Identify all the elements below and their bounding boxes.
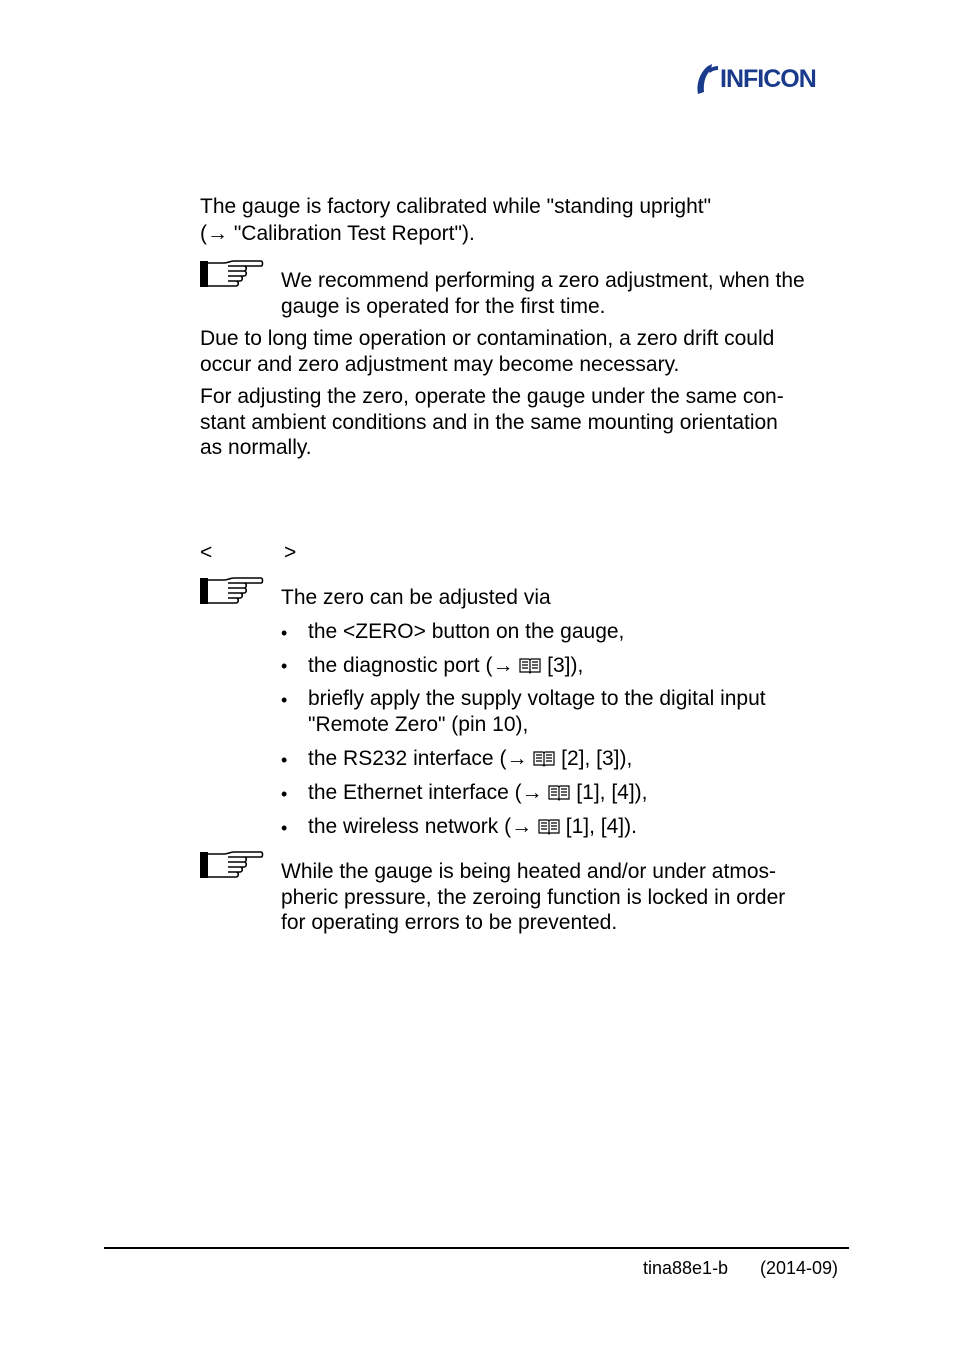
note-3-line-2: pheric pressure, the zeroing function is locked in order	[281, 886, 786, 909]
paren: (	[200, 222, 207, 245]
list-item-ref: [2], [3]),	[555, 747, 633, 770]
list-item	[308, 780, 648, 806]
calibration-line-1: The gauge is factory calibrated while "standing upright"	[200, 195, 712, 218]
bullet: •	[281, 623, 288, 643]
book-icon	[548, 783, 570, 801]
book-icon	[533, 749, 555, 767]
list-item-text: the diagnostic port (	[308, 654, 493, 677]
list-item	[308, 746, 632, 772]
calibration-line-2	[200, 221, 475, 247]
note-2-intro: The zero can be adjusted via	[281, 586, 551, 609]
bullet: •	[281, 690, 288, 710]
footer-date: (2014-09)	[760, 1258, 839, 1278]
pointing-hand-icon	[198, 575, 264, 609]
adjusting-line-1: For adjusting the zero, operate the gauge under the same con-	[200, 385, 784, 408]
list-item: the <ZERO> button on the gauge,	[308, 620, 625, 643]
list-item-text: the Ethernet interface (	[308, 781, 522, 804]
arrow-icon: →	[506, 747, 528, 770]
button-label-close: >	[284, 541, 297, 564]
footer-doc-id: tina88e1-b	[643, 1258, 729, 1278]
list-item-ref: [3]),	[541, 654, 584, 677]
book-icon	[519, 656, 541, 674]
drift-line-1: Due to long time operation or contamination, a zero drift could	[200, 327, 775, 350]
list-item-ref: [1], [4]).	[559, 815, 637, 838]
bullet: •	[281, 656, 288, 676]
inficon-logo-text: INFICON	[720, 65, 816, 93]
arrow-icon: →	[511, 815, 533, 838]
list-item-line-1: briefly apply the supply voltage to the digital input	[308, 687, 766, 710]
list-item-line-2: "Remote Zero" (pin 10),	[308, 713, 529, 736]
adjusting-line-3: as normally.	[200, 436, 312, 459]
drift-line-2: occur and zero adjustment may become necessary.	[200, 353, 680, 376]
bullet: •	[281, 784, 288, 804]
book-icon	[538, 817, 560, 835]
note-1-line-1: We recommend performing a zero adjustment, when the	[281, 269, 805, 292]
adjusting-line-2: stant ambient conditions and in the same mounting orientation	[200, 411, 778, 434]
list-item-ref: [1], [4]),	[570, 781, 648, 804]
arrow-icon: →	[207, 222, 228, 245]
inficon-logo	[694, 62, 846, 96]
arrow-icon: →	[521, 781, 543, 804]
note-3-line-3: for operating errors to be prevented.	[281, 911, 618, 934]
note-3-line-1: While the gauge is being heated and/or under atmos-	[281, 860, 776, 883]
bullet: •	[281, 750, 288, 770]
pointing-hand-icon	[198, 849, 264, 883]
pointing-hand-icon	[198, 258, 264, 292]
bullet: •	[281, 818, 288, 838]
footer-rule	[104, 1247, 849, 1249]
inficon-logo-mark	[694, 62, 720, 96]
list-item	[308, 814, 637, 840]
arrow-icon: →	[492, 654, 514, 677]
list-item-text: the RS232 interface (	[308, 747, 507, 770]
button-label-open: <	[200, 541, 213, 564]
calibration-ref: "Calibration Test Report").	[228, 222, 475, 245]
list-item-text: the wireless network (	[308, 815, 512, 838]
list-item	[308, 653, 583, 679]
note-1-line-2: gauge is operated for the first time.	[281, 295, 606, 318]
